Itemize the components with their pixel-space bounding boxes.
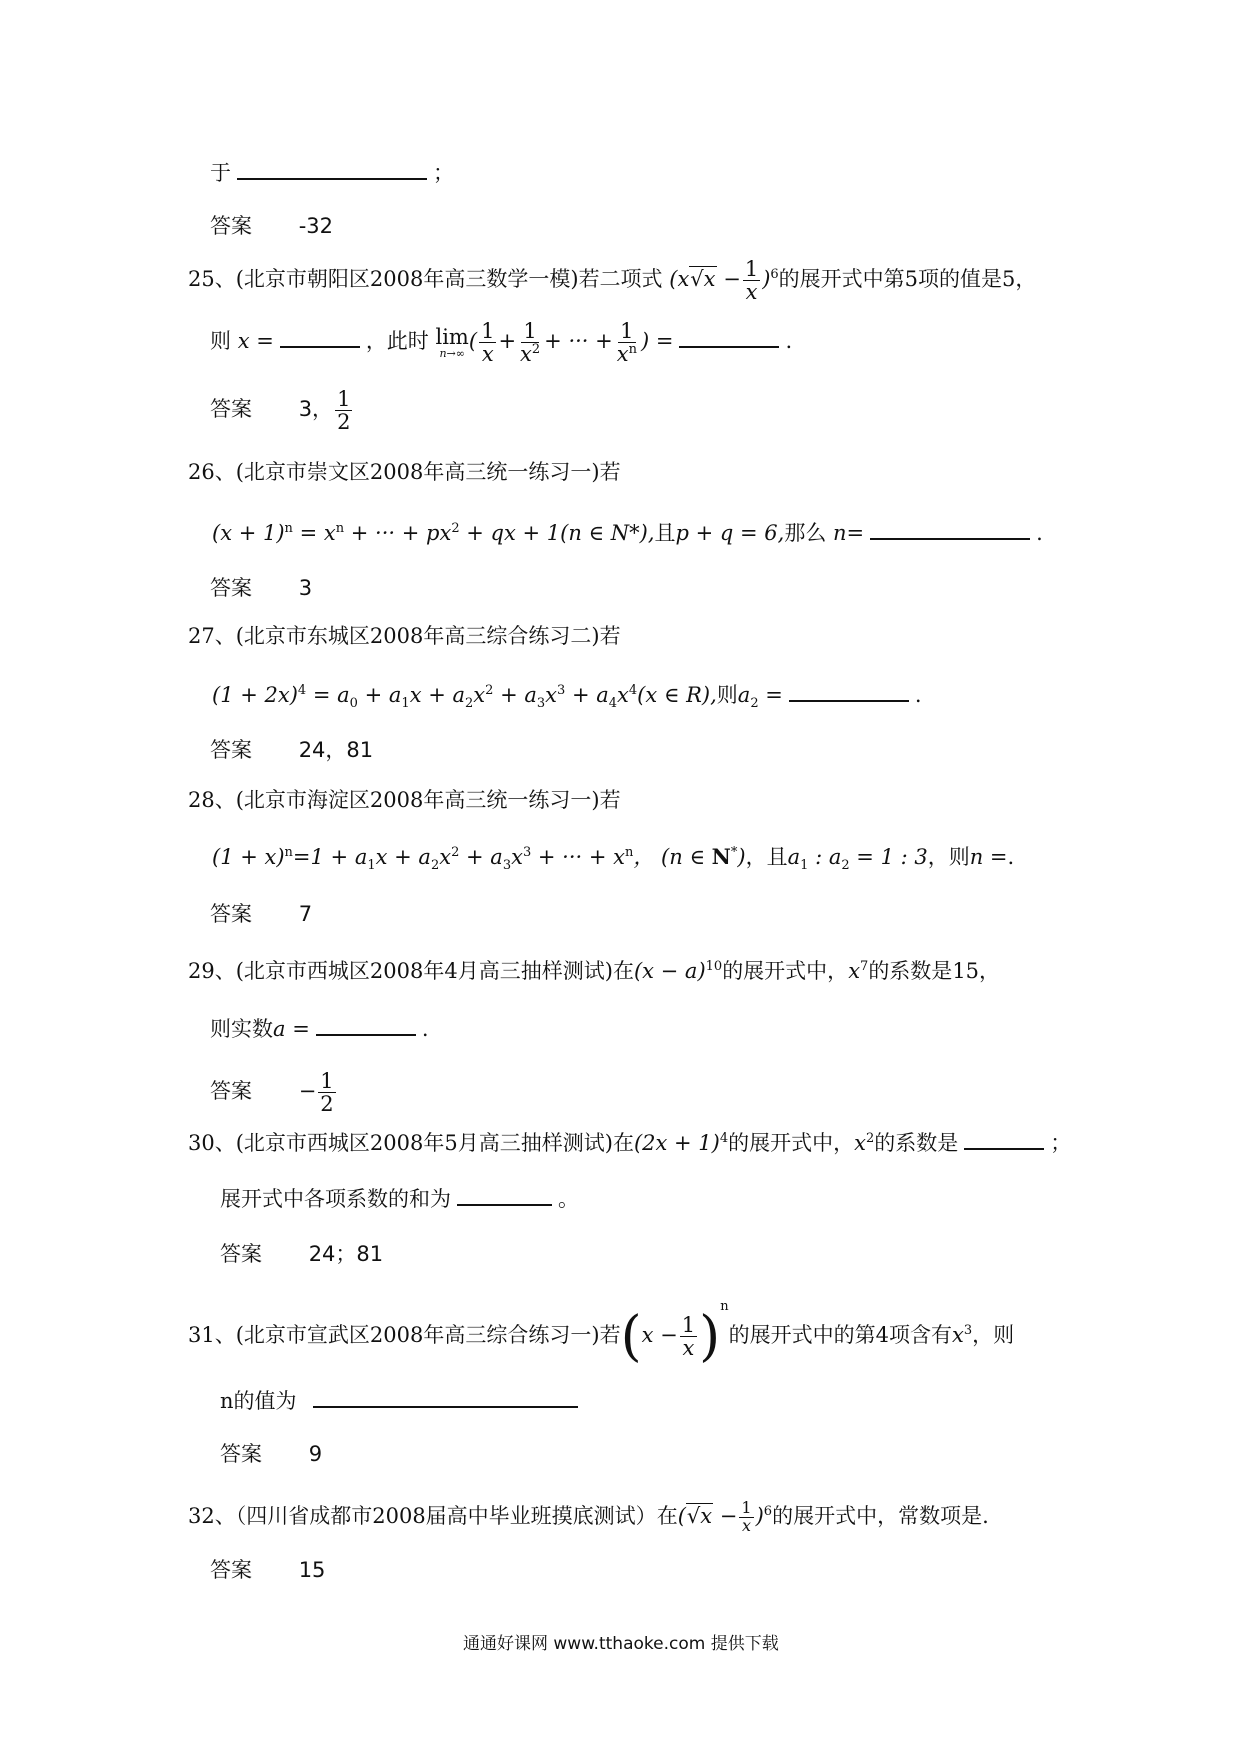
question-end: . [1036, 521, 1043, 545]
question-text: 若二项式 [578, 267, 663, 292]
q24-answer [210, 216, 333, 237]
question-text: 若 [599, 460, 621, 484]
question-end: ； [1050, 1131, 1072, 1155]
answer-blank [964, 1130, 1044, 1150]
q29-line1 [188, 960, 1000, 982]
ratio-formula: $a_1$ : $a_2 = 1$ : 3 [787, 845, 928, 874]
answer-blank [313, 1388, 578, 1408]
variable-n: n [833, 521, 847, 545]
top-suffix: ； [433, 161, 454, 185]
question-number: 31、 [188, 1323, 236, 1347]
question-text: 的展开式中， [728, 1131, 855, 1155]
expansion-formula: $(x + 1)^n = x^n$ + ··· + $px^2$ + qx + 1(n ∈ N*), [212, 521, 655, 545]
question-end: . [982, 1503, 989, 1528]
q27-answer [210, 740, 373, 761]
question-text: 的展开式中的第4项含有 [728, 1323, 952, 1347]
answer-value: -32 [298, 214, 333, 238]
question-text: 的系数是 [868, 959, 953, 983]
question-source: (北京市西城区2008年4月高三抽样测试) [235, 959, 613, 983]
answer-label: 答案 [210, 1558, 252, 1582]
binomial-formula: (x√x − $\frac{1}{x}$ )$^6$ [669, 257, 779, 305]
question-text: 则 [210, 329, 231, 354]
question-end: 。 [558, 1187, 579, 1211]
q26-line2: $(x + 1)^n = x^n$ + ··· + $px^2$ + qx + 1(n ∈ N*),且p + q = 6,那么 n= . [212, 521, 1043, 545]
variable-n: n [969, 845, 984, 869]
page-footer: 通通好课网 www.tthaoke.com 提供下载 [463, 1634, 779, 1654]
expansion-formula: $(1 + x)^n=1 + a_1x + a_2x^2 + a_3x^3$ + ··· + $x^n$， (n ∈ N*) [212, 844, 746, 874]
question-text: 那么 [784, 521, 827, 545]
question-source: （四川省成都市2008届高中毕业班摸底测试） [235, 1503, 657, 1528]
question-text: 的系数是 [874, 1131, 959, 1155]
q32-line1 [188, 1500, 989, 1535]
answer-blank [316, 1016, 416, 1036]
question-text-b: 的展开式中第5项的值是5， [778, 267, 1037, 292]
question-text: 若 [599, 788, 621, 812]
q29-line2: 则实数a = . [210, 1017, 429, 1041]
answer-blank [457, 1186, 552, 1206]
answer-label: 答案 [210, 1079, 252, 1104]
answer-value: 7 [298, 902, 313, 926]
question-text: 则 [716, 683, 738, 707]
answer-blank [280, 328, 360, 348]
question-text: 在 [612, 959, 634, 983]
answer-blank [237, 160, 427, 180]
q30-line2 [220, 1186, 579, 1210]
question-text: 若 [599, 624, 621, 648]
question-end: . [1007, 845, 1015, 869]
q25-line1 [188, 258, 1036, 303]
question-text: 且 [654, 521, 676, 545]
question-source: (北京市东城区2008年高三综合练习二) [235, 624, 600, 648]
q31-line1 [188, 1299, 1015, 1368]
variable-a: a [273, 1017, 286, 1041]
term-x7: $x^7$ [848, 959, 869, 983]
question-text: 若 [599, 1323, 621, 1347]
term-x2: $x^2$ [854, 1131, 875, 1155]
expansion-formula: $(1 + 2x)^4 = a_0 + a_1x + a_2x^2 + a_3x^3 + a_4x^4(x$ ∈ R), [212, 683, 717, 712]
target-a2: $a_2$ = [737, 683, 783, 712]
q29-answer [210, 1070, 338, 1115]
answer-value: 24；81 [308, 1242, 384, 1266]
q26-answer [210, 578, 312, 599]
question-number: 32、 [188, 1503, 236, 1528]
answer-label: 答案 [220, 1242, 262, 1266]
binomial-formula: $(2x + 1)^4$ [633, 1131, 729, 1155]
answer-value: 24，81 [298, 738, 374, 762]
answer-value: 9 [308, 1442, 323, 1466]
binomial-formula: (x − $\frac{1}{x}$ )$^n$ [620, 1299, 729, 1368]
limit-formula: lim n→∞ ( $\frac{1}{x}$ + $\frac{1}{x^2}$ + ··· + $\frac{1}{x^n}$ ) = [435, 319, 674, 367]
question-text: 则实数 [210, 1017, 273, 1041]
question-text: 展开式中各项系数的和为 [220, 1187, 451, 1211]
q28-answer [210, 904, 312, 925]
binomial-formula: (√x − $\frac{1}{x}$ )$^6$ [677, 1498, 773, 1535]
question-text: ，则 [972, 1323, 1015, 1347]
answer-value: 15 [298, 1558, 326, 1582]
variable-x: x [237, 329, 250, 354]
answer-value: 3， [298, 397, 334, 422]
question-text: 的展开式中，常数项是 [772, 1503, 983, 1528]
top-continuation-line [210, 160, 454, 184]
question-text: 在 [656, 1503, 678, 1528]
term-x3: $x^3$ [951, 1323, 973, 1347]
question-text: 在 [612, 1131, 634, 1155]
question-number: 27、 [188, 624, 236, 648]
answer-blank [789, 682, 909, 702]
question-text: 的展开式中， [722, 959, 849, 983]
q27-line2 [212, 682, 922, 710]
question-end: . [421, 1017, 429, 1041]
question-text: n的值为 [220, 1389, 297, 1413]
question-text: ，此时 [365, 329, 429, 354]
answer-value: 3 [298, 576, 313, 600]
answer-label: 答案 [210, 576, 252, 600]
question-source: (北京市海淀区2008年高三统一练习一) [235, 788, 600, 812]
question-number: 29、 [188, 959, 236, 983]
question-source: (北京市朝阳区2008年高三数学一模) [235, 267, 579, 292]
coefficient-value: 15， [952, 959, 1001, 983]
binomial-formula: $(x - a)^{10}$ [633, 959, 723, 983]
answer-label: 答案 [220, 1442, 262, 1466]
top-prefix: 于 [210, 161, 231, 185]
answer-label: 答案 [210, 738, 252, 762]
q27-line1 [188, 626, 621, 647]
q30-line1 [188, 1130, 1071, 1154]
answer-label: 答案 [210, 214, 252, 238]
q25-answer [210, 388, 354, 433]
q25-line2: 则 x = ，此时 lim n→∞ ( $\frac{1}{x}$ + $\frac{1}{x^2}$ + ··· + $\frac{1}{x^n}$ ) = . [210, 319, 793, 367]
q31-line2 [220, 1388, 584, 1412]
question-number: 25、 [188, 267, 236, 292]
q30-answer [220, 1244, 383, 1265]
question-number: 30、 [188, 1131, 236, 1155]
question-end: . [785, 329, 793, 354]
q28-line2: $(1 + x)^n=1 + a_1x + a_2x^2 + a_3x^3$ + ··· + $x^n$， (n ∈ N*)，且$a_1$ : $a_2 = 1$ : 3，则n =. [212, 844, 1015, 874]
answer-blank [679, 328, 779, 348]
q32-answer [210, 1560, 325, 1581]
question-text: ，则 [927, 845, 970, 869]
q26-line1 [188, 462, 621, 483]
q28-line1 [188, 790, 621, 811]
answer-value: − $\frac{1}{2}$ [298, 1069, 334, 1117]
answer-blank [870, 520, 1030, 540]
q31-answer [220, 1444, 322, 1465]
answer-label: 答案 [210, 902, 252, 926]
question-source: (北京市西城区2008年5月高三抽样测试) [235, 1131, 613, 1155]
question-number: 26、 [188, 460, 236, 484]
question-text: ，且 [745, 845, 788, 869]
condition-formula: p + q = 6, [675, 521, 785, 545]
answer-label: 答案 [210, 397, 252, 422]
question-end: . [914, 683, 922, 707]
question-number: 28、 [188, 788, 236, 812]
question-source: (北京市崇文区2008年高三统一练习一) [235, 460, 600, 484]
question-source: (北京市宣武区2008年高三综合练习一) [235, 1323, 600, 1347]
answer-fraction: $\frac{1}{2}$ [337, 387, 351, 435]
